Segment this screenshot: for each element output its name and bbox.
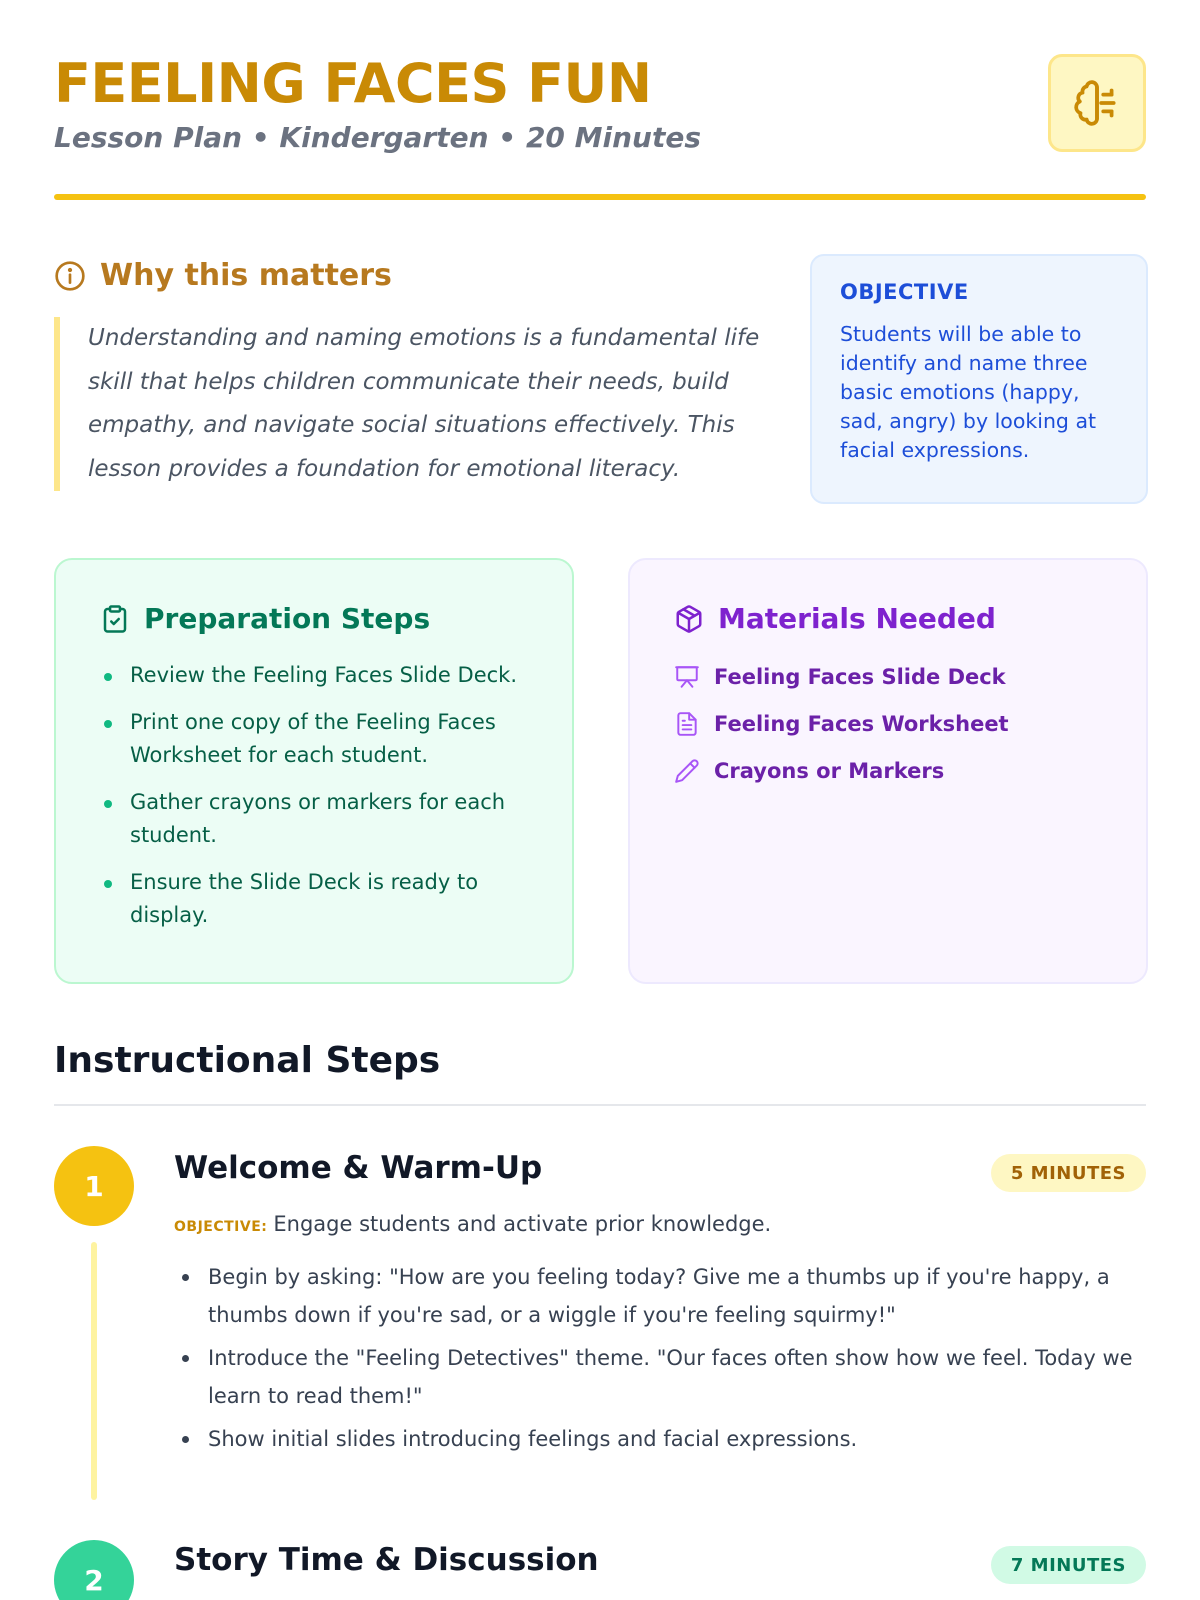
- step-title: Story Time & Discussion: [174, 1542, 599, 1578]
- step-number-badge: 2: [54, 1540, 134, 1600]
- preparation-card: [54, 558, 574, 984]
- why-title: Why this matters: [100, 258, 392, 293]
- brain-icon: [1072, 78, 1122, 128]
- list-item: [674, 661, 1102, 693]
- preparation-list: [100, 659, 528, 932]
- materials-list: [674, 661, 1102, 787]
- materials-card: [628, 558, 1148, 984]
- step-objective-label: OBJECTIVE:: [174, 1219, 268, 1235]
- document-icon: [674, 711, 700, 737]
- step-title: Welcome & Warm-Up: [174, 1150, 543, 1186]
- objective-box: [810, 254, 1148, 504]
- instructional-steps-title: Instructional Steps: [54, 1040, 441, 1081]
- package-icon: [674, 604, 704, 634]
- materials-title: Materials Needed: [718, 602, 996, 635]
- preparation-title: Preparation Steps: [144, 602, 431, 635]
- objective-text: Students will be able to identify and name three basic emotions (happy, sad, angry) by looking at facial expressions.: [840, 322, 1097, 462]
- brain-icon-box: [1048, 54, 1146, 152]
- presentation-icon: [674, 664, 700, 690]
- list-item: Introduce the "Feeling Detectives" theme. "Our faces often show how we feel. Today we learn to read them!": [174, 1339, 1146, 1415]
- list-item: Begin by asking: "How are you feeling today? Give me a thumbs up if you're happy, a thumbs down if you're sad, or a wiggle if you're feeling squirmy!": [174, 1258, 1146, 1334]
- list-item: Review the Feeling Faces Slide Deck.: [100, 659, 528, 692]
- step-number-badge: 1: [54, 1146, 134, 1226]
- step-objective-text: Engage students and activate prior knowledge.: [273, 1212, 772, 1236]
- step-1: [54, 1146, 1146, 1506]
- material-label: Feeling Faces Worksheet: [714, 712, 1009, 736]
- step-objective: [174, 1212, 771, 1236]
- page-title: FEELING FACES FUN: [54, 52, 652, 115]
- list-item: [674, 755, 1102, 787]
- duration-badge: 7 MINUTES: [991, 1546, 1146, 1584]
- objective-label: OBJECTIVE: [840, 280, 969, 304]
- list-item: Print one copy of the Feeling Faces Worksheet for each student.: [100, 706, 528, 772]
- material-label: Crayons or Markers: [714, 759, 945, 783]
- why-section: [54, 258, 774, 491]
- header: [54, 52, 1146, 200]
- list-item: Gather crayons or markers for each student.: [100, 786, 528, 852]
- list-item: Ensure the Slide Deck is ready to display.: [100, 866, 528, 932]
- clipboard-check-icon: [100, 604, 130, 634]
- step-2: [54, 1540, 1146, 1600]
- step-timeline-line: [91, 1242, 97, 1500]
- list-item: Show initial slides introducing feelings and facial expressions.: [174, 1420, 1146, 1458]
- header-divider: [54, 194, 1146, 200]
- why-text: Understanding and naming emotions is a fundamental life skill that helps children communicate their needs, build empathy, and navigate social situations effectively. This lesson provides a foundation for emotional literacy.: [54, 317, 774, 491]
- section-divider: [54, 1104, 1146, 1106]
- info-icon: [54, 260, 86, 292]
- duration-badge: 5 MINUTES: [991, 1154, 1146, 1192]
- pencil-icon: [674, 758, 700, 784]
- page-subtitle: Lesson Plan • Kindergarten • 20 Minutes: [54, 121, 702, 154]
- step-bullet-list: [174, 1258, 1146, 1463]
- material-label: Feeling Faces Slide Deck: [714, 665, 1006, 689]
- list-item: [674, 708, 1102, 740]
